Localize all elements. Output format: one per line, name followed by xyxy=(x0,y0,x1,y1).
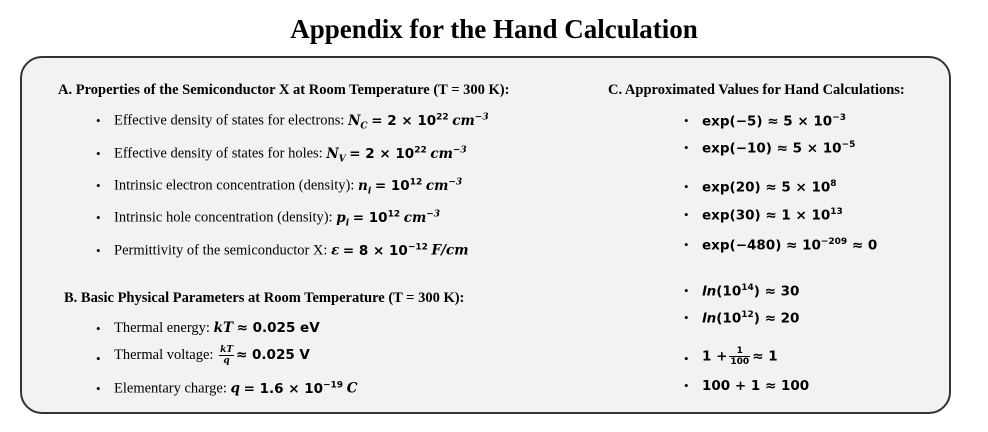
list-item: • Permittivity of the semiconductor X: $\varepsilon = 8 \times 10^{-12}$ F/cm xyxy=(96,242,469,259)
list-item: • Elementary charge: $q = 1.6 \times 10^{-19}$ C xyxy=(96,380,358,397)
list-item: • $\exp(20) \approx 5 \times 10^8$ xyxy=(684,179,837,196)
item-label: Intrinsic hole concentration (density): xyxy=(114,209,333,226)
item-label: Intrinsic electron concentration (density): xyxy=(114,177,355,194)
item-label: Thermal voltage: xyxy=(114,346,214,363)
item-label: Permittivity of the semiconductor X: xyxy=(114,242,328,259)
item-math: $q = 1.6 \times 10^{-19}$ C xyxy=(230,380,358,397)
list-item: • 1 + $\frac{1}{100}$ ≈ 1 xyxy=(684,346,778,367)
section-b-heading: B. Basic Physical Parameters at Room Temperature (T = 300 K): xyxy=(64,290,465,306)
item-math: $N_C = 2 \times 10^{22}$ $cm^{-3}$ xyxy=(348,112,489,132)
item-math: $\frac{kT}{q}$ ≈ 0.025 V xyxy=(220,345,310,366)
list-item: • Effective density of states for holes: $N_V = 2 \times 10^{22}$ $cm^{-3}$ xyxy=(96,145,467,165)
list-item: • Intrinsic hole concentration (density): $p_i = 10^{12}$ $cm^{-3}$ xyxy=(96,209,441,229)
list-item: • Intrinsic electron concentration (density): $n_i = 10^{12}$ $cm^{-3}$ xyxy=(96,177,463,197)
section-a-heading: A. Properties of the Semiconductor X at Room Temperature (T = 300 K): xyxy=(58,82,510,98)
list-item: • $\exp(-5) \approx 5 \times 10^{-3}$ xyxy=(684,113,846,130)
list-item: • $\exp(-480) \approx 10^{-209} \approx 0$ xyxy=(684,237,878,254)
item-math: $p_i = 10^{12}$ $cm^{-3}$ xyxy=(336,209,441,229)
item-label: Thermal energy: xyxy=(114,320,210,336)
list-item: • $\exp(-10) \approx 5 \times 10^{-5}$ xyxy=(684,140,856,157)
list-item: • Thermal voltage: $\frac{kT}{q}$ ≈ 0.025 V xyxy=(96,345,310,366)
list-item: • Effective density of states for electrons: $N_C = 2 \times 10^{22}$ $cm^{-3}$ xyxy=(96,112,489,132)
item-math: $N_V = 2 \times 10^{22}$ $cm^{-3}$ xyxy=(326,145,467,165)
item-math: kT ≈ 0.025 eV xyxy=(213,320,320,336)
item-math: $n_i = 10^{12}$ $cm^{-3}$ xyxy=(358,177,463,197)
page-title: Appendix for the Hand Calculation xyxy=(290,14,698,44)
list-item: • $\ln(10^{12}) \approx 20$ xyxy=(684,310,800,327)
list-item: • Thermal energy: kT ≈ 0.025 eV xyxy=(96,320,320,336)
item-math: $\varepsilon = 8 \times 10^{-12}$ F/cm xyxy=(331,242,469,259)
item-label: Elementary charge: xyxy=(114,380,227,397)
appendix-panel xyxy=(20,56,951,414)
item-label: Effective density of states for electrons: xyxy=(114,112,345,129)
item-label: Effective density of states for holes: xyxy=(114,145,323,162)
list-item: • $\exp(30) \approx 1 \times 10^{13}$ xyxy=(684,207,843,224)
list-item: • 100 + 1 ≈ 100 xyxy=(684,378,810,394)
section-c-heading: C. Approximated Values for Hand Calculations: xyxy=(608,82,905,98)
list-item: • $\ln(10^{14}) \approx 30$ xyxy=(684,283,800,300)
